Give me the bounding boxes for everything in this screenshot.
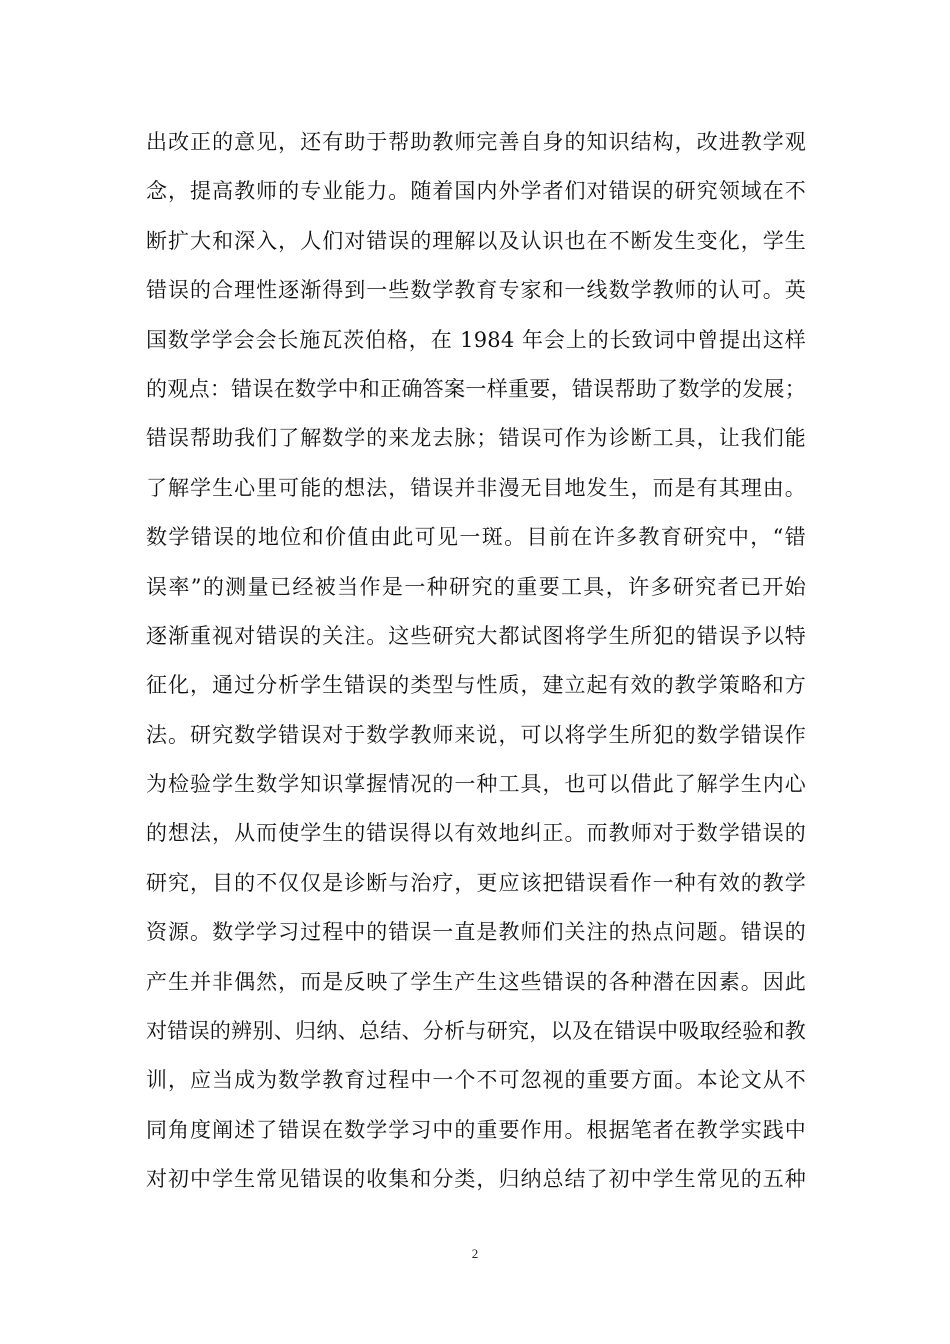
text-line: 为检验学生数学知识掌握情况的一种工具，也可以借此了解学生内心 (146, 772, 806, 797)
text-line: 的想法，从而使学生的错误得以有效地纠正。而教师对于数学错误的 (146, 821, 806, 846)
text-line: 了解学生心里可能的想法，错误并非漫无目地发生，而是有其理由。 (146, 475, 806, 500)
text-line: 误率”的测量已经被当作是一种研究的重要工具，许多研究者已开始 (146, 574, 806, 599)
text-line: 法。研究数学错误对于数学教师来说，可以将学生所犯的数学错误作 (146, 722, 806, 747)
text-line: 资源。数学学习过程中的错误一直是教师们关注的热点问题。错误的 (146, 920, 806, 945)
text-line: 产生并非偶然，而是反映了学生产生这些错误的各种潜在因素。因此 (146, 969, 806, 994)
text-line: 念，提高教师的专业能力。随着国内外学者们对错误的研究领域在不 (146, 179, 806, 204)
text-line: 出改正的意见，还有助于帮助教师完善自身的知识结构，改进教学观 (146, 130, 806, 154)
text-line: 错误的合理性逐渐得到一些数学教育专家和一线数学教师的认可。英 (146, 278, 806, 303)
text-line: 训，应当成为数学教育过程中一个不可忽视的重要方面。本论文从不 (146, 1068, 806, 1093)
text-line: 的观点：错误在数学中和正确答案一样重要，错误帮助了数学的发展； (146, 376, 806, 401)
text-line: 对初中学生常见错误的收集和分类，归纳总结了初中学生常见的五种 (146, 1167, 806, 1192)
text-line: 国数学学会会长施瓦茨伯格，在 1984 年会上的长致词中曾提出这样 (146, 327, 806, 352)
text-line: 征化，通过分析学生错误的类型与性质，建立起有效的教学策略和方 (146, 673, 806, 698)
text-line: 研究，目的不仅仅是诊断与治疗，更应该把错误看作一种有效的教学 (146, 870, 806, 895)
text-line: 数学错误的地位和价值由此可见一斑。目前在许多教育研究中，“错 (146, 525, 806, 550)
text-line: 错误帮助我们了解数学的来龙去脉；错误可作为诊断工具，让我们能 (146, 426, 806, 451)
page-number: 2 (471, 1246, 479, 1261)
text-line: 对错误的辨别、归纳、总结、分析与研究，以及在错误中吸取经验和教 (146, 1019, 806, 1044)
text-line: 断扩大和深入，人们对错误的理解以及认识也在不断发生变化，学生 (146, 228, 806, 253)
text-line: 逐渐重视对错误的关注。这些研究大都试图将学生所犯的错误予以特 (146, 623, 806, 648)
body-paragraph (146, 118, 806, 1205)
text-line: 同角度阐述了错误在数学学习中的重要作用。根据笔者在教学实践中 (146, 1117, 806, 1142)
